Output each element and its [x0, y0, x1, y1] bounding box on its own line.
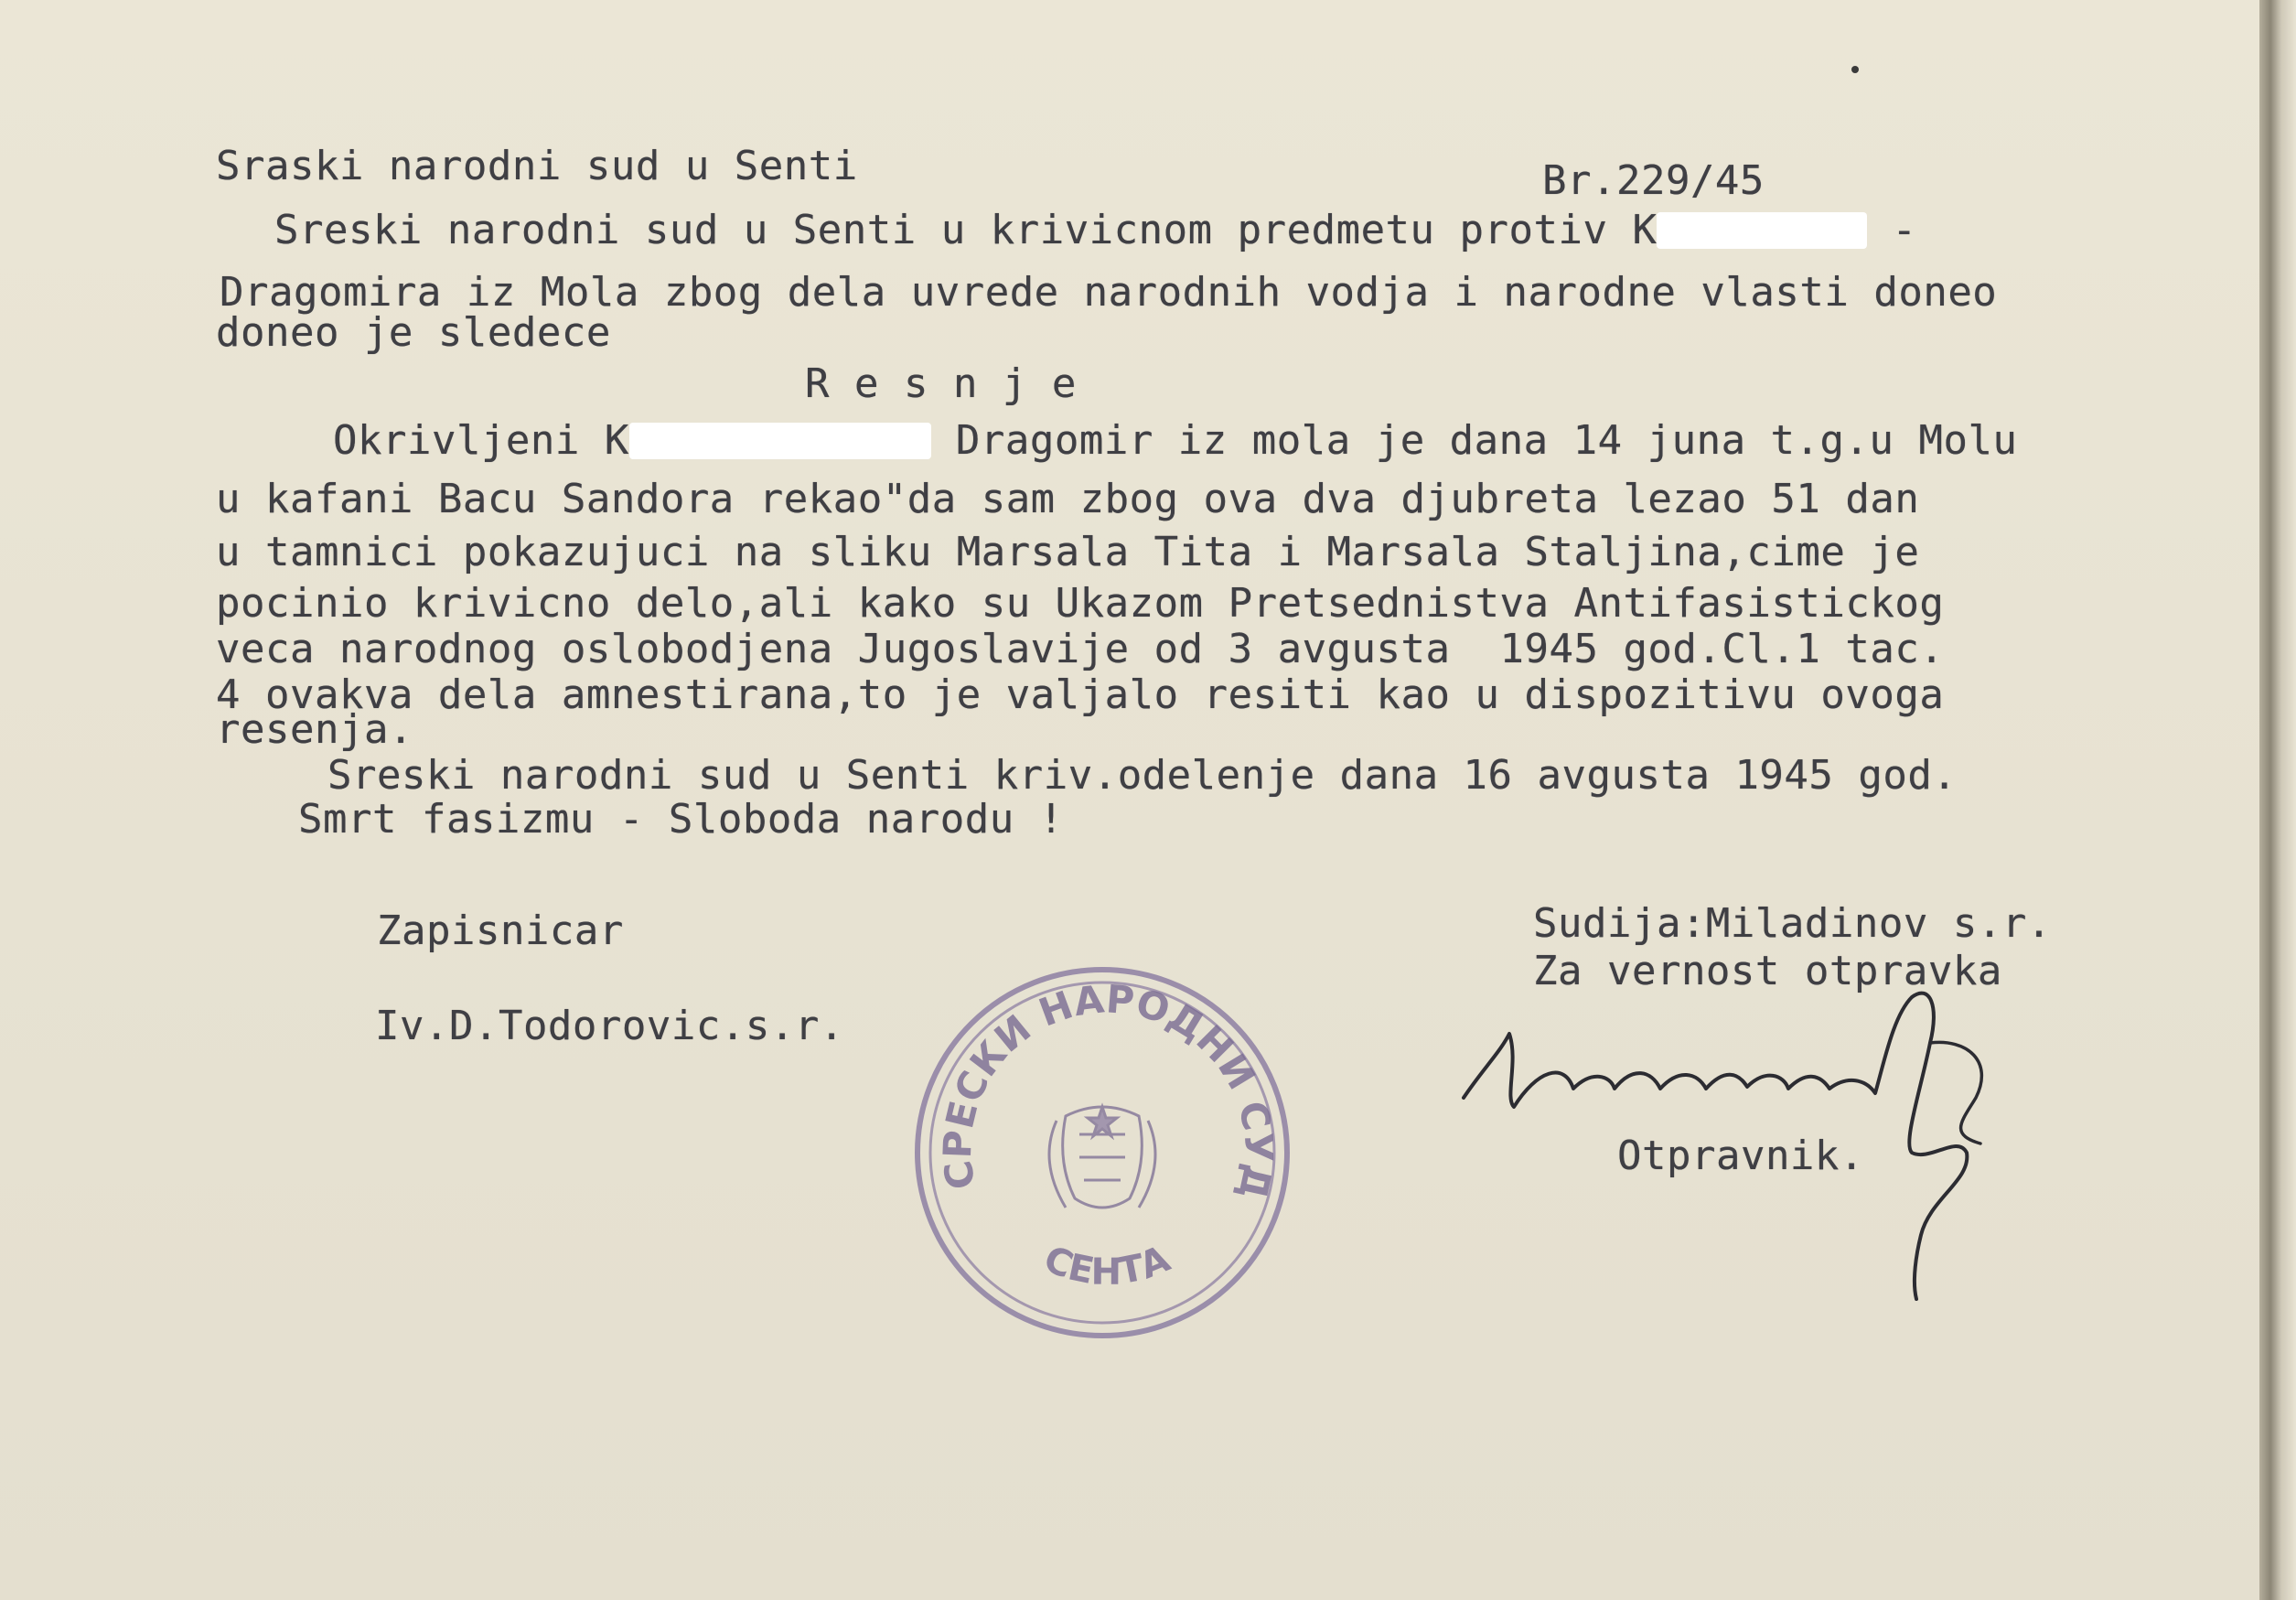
dispatcher-label: Otpravnik. — [1617, 1133, 1864, 1179]
recorder-label: Zapisnicar — [377, 907, 624, 954]
judge-line: Sudija:Miladinov s.r. — [1533, 900, 2052, 947]
closing-line-2: Smrt fasizmu - Sloboda narodu ! — [298, 796, 1064, 843]
document-title: R e s n j e — [805, 360, 1077, 407]
stamp-emblem — [1049, 1107, 1155, 1208]
body-line-2: u kafani Bacu Sandora rekao"da sam zbog ova dva djubreta lezao 51 dan — [216, 476, 1920, 522]
body-line-5: veca narodnog oslobodjena Jugoslavije od 3 avgusta 1945 god.Cl.1 tac. — [216, 626, 1945, 672]
body-line-1-end: Dragomir iz mola je dana 14 juna t.g.u Molu — [930, 417, 2018, 464]
stamp-arc-textpath: СРЕСКИ НАРОДНИ СУД — [934, 976, 1282, 1204]
body-line-1-start: Okrivljeni K — [333, 417, 629, 464]
body-line-3: u tamnici pokazujuci na sliku Marsala Tita i Marsala Staljina,cime je — [216, 529, 1920, 575]
attestation-line: Za vernost otpravka — [1533, 948, 2002, 994]
recorder-name: Iv.D.Todorovic.s.r. — [375, 1003, 844, 1049]
handwritten-signature — [1454, 961, 2150, 1326]
closing-line-1: Sreski narodni sud u Senti kriv.odelenje dana 16 avgusta 1945 god. — [327, 752, 1958, 799]
paper-edge — [2259, 0, 2296, 1600]
stamp-city-textpath: СЕНТА — [1037, 1238, 1176, 1294]
court-stamp — [910, 961, 1294, 1345]
intro-line-1-dash: - — [1867, 207, 1917, 253]
redaction-bar — [1657, 212, 1867, 249]
stamp-city-text — [1038, 1238, 1176, 1294]
intro-line-2: Dragomira iz Mola zbog dela uvrede narodnih vodja i narodne vlasti doneo — [220, 269, 1998, 316]
intro-line-1-text: Sreski narodni sud u Senti u krivicnom predmetu protiv K — [274, 207, 1658, 253]
body-line-6: 4 ovakva dela amnestirana,to je valjalo resiti kao u dispozitivu ovoga — [216, 671, 1945, 718]
intro-line-1 — [274, 209, 1916, 252]
paper-speck — [1851, 66, 1859, 73]
body-line-1 — [333, 419, 2017, 463]
body-line-4: pocinio krivicno delo,ali kako su Ukazom Pretsednistva Antifasistickog — [216, 580, 1945, 627]
intro-line-3: doneo je sledece — [216, 309, 611, 356]
court-name: Sraski narodni sud u Senti — [216, 143, 858, 189]
case-number: Br.229/45 — [1542, 157, 1765, 204]
redaction-bar — [629, 423, 931, 459]
body-line-7: resenja. — [216, 706, 413, 753]
